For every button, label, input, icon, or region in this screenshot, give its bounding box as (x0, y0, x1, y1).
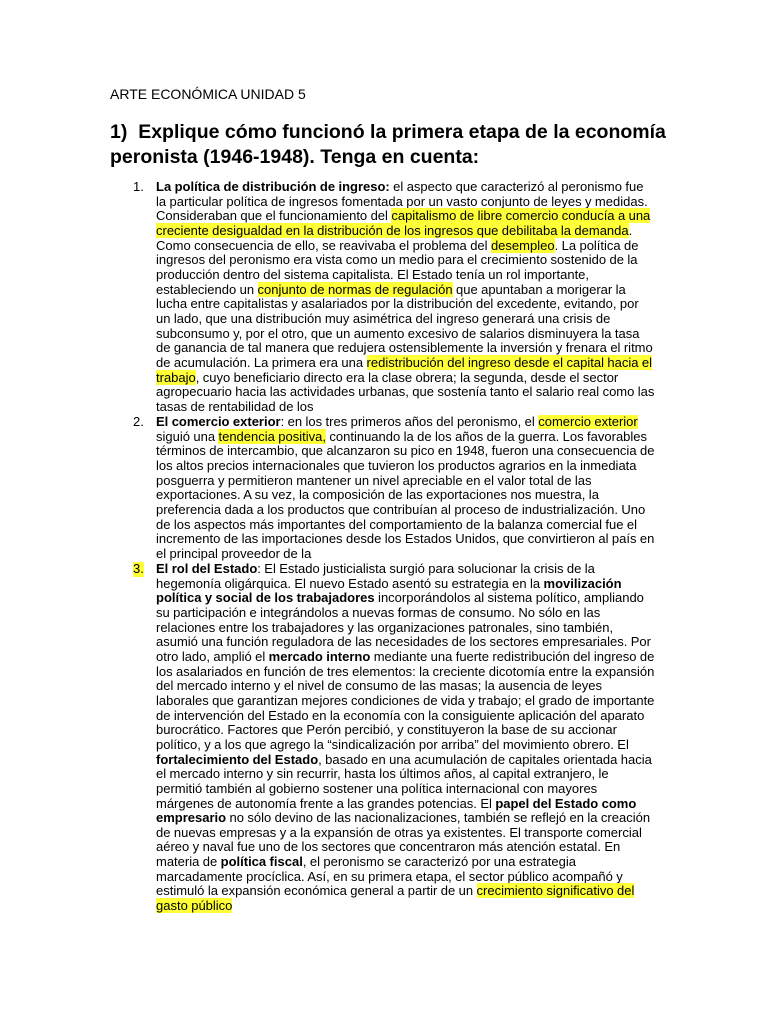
text-run: el aspecto que caracterizó al peronismo fue la particular política de ingresos fomentada por un vasto conjunto de leyes y medidas. Consideraban que el funcionamiento del (156, 180, 648, 224)
highlighted-text: tendencia positiva, (218, 428, 326, 444)
document-header: ARTE ECONÓMICA UNIDAD 5 (110, 86, 306, 102)
highlighted-text: redistribución del ingreso desde el capital hacia el trabajo (156, 354, 653, 385)
text-run: continuando la de los años de la guerra. Los favorables términos de intercambio, que alcanzaron su pico en 1948, fueron una consecuencia de los altos precios internacionales que tuvieron los productos agrarios en la inmediata posguerra y permitieron mantener un nivel apreciable en el valor total de las exportaciones. A su vez, la composición de las exportaciones nos muestra, la preferencia dada a los productos que contribuían al proceso de industrialización. Uno de los aspectos más importantes del comportamiento de la balanza comercial fue el incremento de las importaciones desde los Estados Unidos, que convirtieron al país en el principal proveedor de la (156, 428, 655, 561)
text-run: mediante una fuerte redistribución del ingreso de los asalariados en función de tres elementos: la creciente dicotomía entre la expansión del mercado interno y el nivel de consumo de las masas; la ausencia de leyes laborales que garantizan mejores condiciones de vida y trabajo; el grado de importante de intervención del Estado en la economía con la consiguiente aplicación del aparato burocrático. Factores que Perón percibió, y constituyeron la base de su accionar político, y a los que agrego la “sindicalización por arriba” del movimiento obrero. El (156, 648, 655, 752)
highlighted-text: desempleo (490, 237, 555, 253)
question-title (110, 120, 670, 170)
list-item-number: 2. (133, 415, 144, 429)
text-run: : El Estado justicialista surgió para solucionar la crisis de la hegemonía oligárquica. El nuevo Estado asentó su estrategia en la (156, 561, 595, 591)
text-run: , cuyo beneficiario directo era la clase obrera; la segunda, desde el sector agropecuario hacia las actividades urbanas, que sostenía tanto el salario real como las tasas de rentabilidad de los (156, 369, 655, 414)
list-item-number: 1. (133, 180, 144, 194)
question-text: Explique cómo funcionó la primera etapa de la economía peronista (1946-1948). Tenga en cuenta: (110, 121, 666, 168)
list-item (0, 415, 768, 561)
bold-text: El rol del Estado (156, 561, 258, 576)
bold-text: movilización política y social de los trabajadores (156, 575, 622, 606)
text-run: que apuntaban a morigerar la lucha entre capitalistas y asalariados por la distribución del excedente, evitando, por un lado, que una distribución muy asimétrica del ingreso generará una crisis de subconsumo y, por el otro, que un aumento excesivo de salarios disminuyera la tasa de ganancia de tal manera que redujera ostensiblemente la inversión y frenara el ritmo de acumulación. La primera era una (156, 281, 653, 370)
list-item-number: 3. (133, 561, 144, 576)
bold-text: La política de distribución de ingreso: (156, 180, 390, 194)
text-run: no sólo devino de las nacionalizaciones, también se reflejó en la creación de nuevas empresas y a la expansión de otras ya existentes. El transporte comercial aéreo y naval fue uno de los sectores que concentraron más atención estatal. En materia de (156, 810, 651, 870)
text-run: , basado en una acumulación de capitales orientada hacia el mercado interno y sin recurrir, hasta los últimos años, al capital extranjero, le permitió también al gobierno sostener una política internacional con mayores márgenes de autonomía frente a las grandes potencias. El (156, 751, 652, 811)
list-item-text (156, 562, 656, 914)
bold-text: política fiscal (220, 854, 303, 870)
list-item (0, 180, 768, 416)
highlighted-text: crecimiento significativo del gasto público (156, 883, 635, 914)
bold-text: papel del Estado como empresario (156, 795, 637, 826)
text-run: incorporándolos al sistema político, ampliando su participación e integrándolos a nuevas formas de consumo. No sólo en las relaciones entre los trabajadores y las organizaciones patronales, sino también, asumió una función reguladora de las necesidades de los sectores empresariales. Por otro lado, amplió el (156, 590, 651, 664)
highlighted-text: conjunto de normas de regulación (257, 281, 453, 297)
highlighted-text: capitalismo de libre comercio conducía a una creciente desigualdad en la distribución de los ingresos que debilitaba la demanda (156, 208, 651, 238)
text-run: : en los tres primeros años del peronismo, el (280, 415, 539, 429)
list-item-text (156, 180, 656, 416)
text-run: siguió una (156, 428, 219, 444)
highlighted-text: comercio exterior (538, 415, 638, 429)
question-number: 1) (110, 121, 128, 143)
bold-text: El comercio exterior (156, 415, 281, 429)
bold-text: mercado interno (268, 648, 371, 664)
text-run: . La política de ingresos del peronismo era vista como un medio para el crecimiento sostenido de la producción dentro del sistema capitalista. El Estado tenía un rol importante, estableciendo un (156, 237, 639, 297)
text-run: , el peronismo se caracterizó por una estrategia marcadamente procíclica. Así, en su primera etapa, el sector público acompañó y estimuló la expansión económica general a partir de un (156, 854, 623, 899)
text-run: . Como consecuencia de ello, se reavivaba el problema del (156, 222, 633, 253)
bold-text: fortalecimiento del Estado (156, 751, 319, 767)
list-item-text (156, 415, 656, 561)
